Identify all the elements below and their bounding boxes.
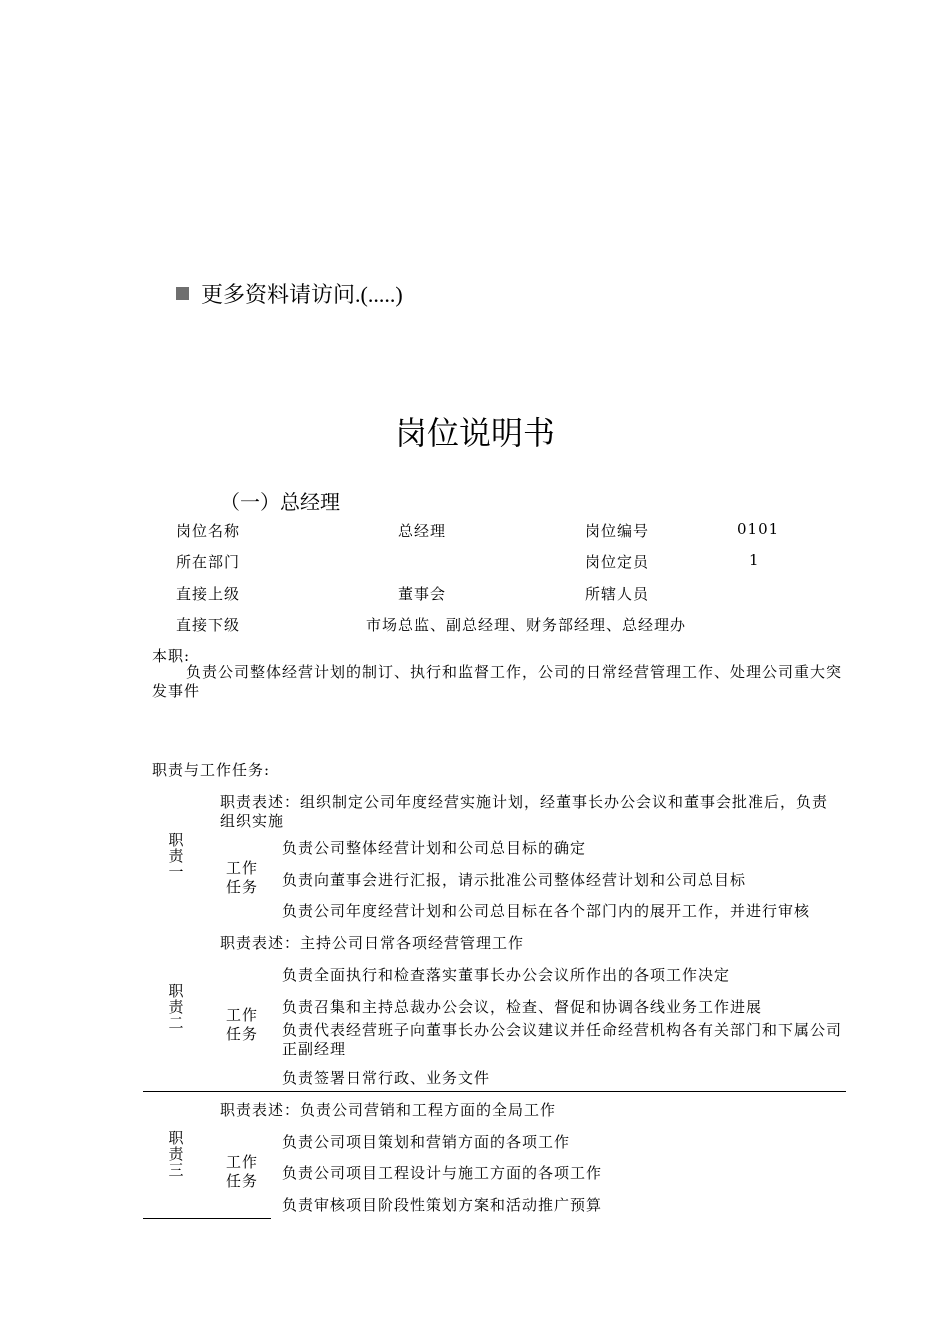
task-label: 工作任务	[225, 1153, 258, 1190]
more-info-text: 更多资料请访问.(.....)	[201, 282, 403, 307]
task-label: 工作任务	[225, 1006, 258, 1043]
label-position-name: 岗位名称	[176, 522, 241, 540]
more-info-note	[176, 278, 403, 309]
task-label: 工作任务	[225, 859, 258, 896]
task-item: 负责召集和主持总裁办公会议，检查、督促和协调各线业务工作进展	[282, 998, 763, 1016]
duty-label: 职责二	[168, 982, 184, 1032]
duty-summary-text: 负责公司整体经营计划的制订、执行和监督工作，公司的日常经营管理工作、处理公司重大突发事件	[152, 663, 843, 700]
duty-label: 职责一	[168, 831, 184, 881]
square-bullet-icon	[176, 287, 189, 300]
duty-statement: 职责表述：主持公司日常各项经营管理工作	[220, 934, 525, 952]
duty-label: 职责三	[168, 1129, 184, 1179]
label-position-code: 岗位编号	[585, 522, 650, 540]
duty-summary-label: 本职:	[152, 647, 191, 665]
duty-statement: 职责表述：组织制定公司年度经营实施计划，经董事长办公会议和董事会批准后，负责组织实施	[220, 793, 829, 830]
task-item: 负责全面执行和检查落实董事长办公会议所作出的各项工作决定	[282, 966, 731, 984]
value-direct-superior: 董事会	[398, 585, 447, 603]
duties-heading: 职责与工作任务:	[152, 761, 271, 779]
value-position-code: 0101	[737, 520, 780, 538]
section-heading: （一）总经理	[220, 490, 340, 514]
label-headcount: 岗位定员	[585, 553, 650, 571]
label-direct-subordinates: 直接下级	[176, 616, 241, 634]
value-direct-subordinates: 市场总监、副总经理、财务部经理、总经理办	[366, 616, 687, 634]
value-position-name: 总经理	[398, 522, 447, 540]
task-item: 负责签署日常行政、业务文件	[282, 1069, 491, 1087]
task-item: 负责审核项目阶段性策划方案和活动推广预算	[282, 1196, 603, 1214]
divider-line	[143, 1091, 846, 1092]
footnote-line	[143, 1218, 271, 1219]
document-title: 岗位说明书	[394, 414, 555, 452]
task-item: 负责代表经营班子向董事长办公会议建议并任命经营机构各有关部门和下属公司正副经理	[282, 1021, 843, 1058]
task-item: 负责向董事会进行汇报，请示批准公司整体经营计划和公司总目标	[282, 871, 747, 889]
value-headcount: 1	[749, 551, 760, 569]
task-item: 负责公司项目工程设计与施工方面的各项工作	[282, 1164, 603, 1182]
task-item: 负责公司整体经营计划和公司总目标的确定	[282, 839, 587, 857]
label-subordinate-staff: 所辖人员	[585, 585, 650, 603]
duty-statement: 职责表述：负责公司营销和工程方面的全局工作	[220, 1101, 557, 1119]
label-direct-superior: 直接上级	[176, 585, 241, 603]
task-item: 负责公司项目策划和营销方面的各项工作	[282, 1133, 571, 1151]
task-item: 负责公司年度经营计划和公司总目标在各个部门内的展开工作，并进行审核	[282, 902, 811, 920]
label-department: 所在部门	[176, 553, 241, 571]
